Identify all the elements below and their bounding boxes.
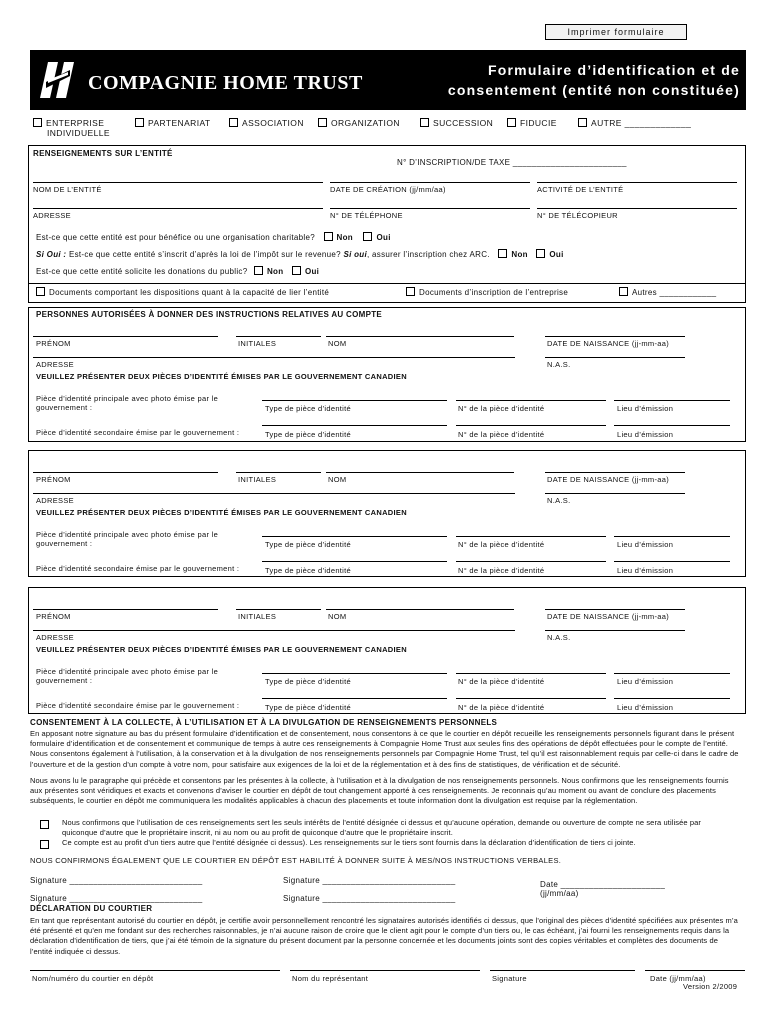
- id-instructions: VEUILLEZ PRÉSENTER DEUX PIÈCES D’IDENTITÉ ÉMISES PAR LE GOUVERNEMENT CANADIEN: [36, 372, 407, 381]
- person-address-line[interactable]: [33, 357, 515, 358]
- dob-line[interactable]: [545, 472, 685, 473]
- checkbox[interactable]: [507, 118, 516, 127]
- primary-id-label: Pièce d’identité principale avec photo émise par le gouvernement :: [36, 394, 219, 412]
- checkbox[interactable]: [619, 287, 628, 296]
- entity-section: [28, 145, 746, 303]
- signature-field-2[interactable]: Signature ____________________________: [283, 876, 456, 885]
- address-label: ADRESSE: [33, 211, 71, 220]
- address-line[interactable]: [33, 208, 323, 209]
- initials-line[interactable]: [236, 609, 321, 610]
- dob-label: DATE DE NAISSANCE (jj-mm-aa): [547, 612, 670, 621]
- sin-label: N.A.S.: [547, 633, 571, 642]
- question-charity: Est-ce que cette entité est pour bénéfice ou une organisation charitable? Non Oui: [36, 233, 391, 242]
- header-banner: [30, 50, 746, 110]
- print-form-button[interactable]: Imprimer formulaire: [545, 24, 687, 40]
- entity-section-title: RENSEIGNEMENTS SUR L’ENTITÉ: [33, 149, 173, 158]
- creation-date-line[interactable]: [330, 182, 530, 183]
- person-address-line[interactable]: [33, 630, 515, 631]
- checkbox-tax-non[interactable]: [498, 249, 507, 258]
- fax-line[interactable]: [537, 208, 737, 209]
- consent-paragraph-1: En apposant notre signature au bas du présent formulaire d’identification et de consentement, nous consentons à ce que le courtier en dépôt recueille les renseignements personnels figurant dans le présent formulaire d’identification et de consentement et communique de temps à autre ces renseignements à Compagnie Home Trust aux seules fins des opérations de dépôt effectuées pour le compte de l’entité. Nous consentons également à l’utilisation, à la conservation et à la divulgation de nos renseignements personnels par Compagnie Home Trust, tel qu’il est raisonnablement requis par celle-ci dans le cadre de l’ouverture et de la gestion d’un compte à votre nom, pour satisfaire aux exigences de la loi et de la réglementation et à des fins de statistiques, de vérification et de sécurité.: [30, 729, 739, 769]
- secondary-id-place-label: Lieu d’émission: [617, 566, 674, 575]
- first-name-line[interactable]: [33, 336, 218, 337]
- question-tax-registered: Si Oui : Est-ce que cette entité s’inscrit d’après la loi de l’impôt sur le revenue? Si oui, assurer l’inscription chez ARC. Non Oui: [36, 250, 564, 259]
- secondary-id-number-line[interactable]: [456, 425, 606, 426]
- secondary-id-type-line[interactable]: [262, 698, 447, 699]
- primary-id-place-line[interactable]: [614, 536, 730, 537]
- tax-number-field[interactable]: N° D’INSCRIPTION/DE TAXE ________________________: [397, 158, 627, 167]
- representative-line[interactable]: [290, 970, 480, 971]
- person-address-label: ADRESSE: [36, 633, 74, 642]
- entity-type-autre[interactable]: AUTRE _____________: [578, 118, 691, 128]
- person-address-line[interactable]: [33, 493, 515, 494]
- consent-paragraph-2: Nous avons lu le paragraphe qui précède et consentons par les présentes à la collecte, à l’utilisation et à la divulgation de nos renseignements personnels. Nous confirmons que les renseignements fournis aux présentes sont véridiques et exacts et convenons d’aviser le courtier en dépôt de tout changement apporté à ces renseignements. Je reconnais qu’au moment ou avant de conclure des placements subséquents, le courtier en dépôt me communiquera les modalités applicables à chacun des placements et toute information dont la divulgation est requise par la réglementation.: [30, 776, 729, 806]
- persons-section-title: PERSONNES AUTORISÉES À DONNER DES INSTRUCTIONS RELATIVES AU COMPTE: [36, 310, 383, 319]
- secondary-id-type-label: Type de pièce d’identité: [265, 430, 352, 439]
- dob-label: DATE DE NAISSANCE (jj-mm-aa): [547, 475, 670, 484]
- entity-type-partenariat[interactable]: PARTENARIAT: [135, 118, 211, 128]
- primary-id-label: Pièce d’identité principale avec photo émise par le gouvernement :: [36, 530, 219, 548]
- last-name-line[interactable]: [326, 472, 514, 473]
- primary-id-type-line[interactable]: [262, 536, 447, 537]
- doc-registration-option[interactable]: Documents d’inscription de l’entreprise: [406, 287, 568, 297]
- entity-type-enterprise-line2: INDIVIDUELLE: [47, 128, 110, 138]
- first-name-line[interactable]: [33, 609, 218, 610]
- person-address-label: ADRESSE: [36, 496, 74, 505]
- last-name-label: NOM: [328, 612, 347, 621]
- primary-id-type-line[interactable]: [262, 400, 447, 401]
- company-name: COMPAGNIE HOME TRUST: [88, 72, 363, 94]
- broker-signature-line[interactable]: [490, 970, 635, 971]
- secondary-id-type-line[interactable]: [262, 425, 447, 426]
- secondary-id-type-line[interactable]: [262, 561, 447, 562]
- primary-id-place-label: Lieu d’émission: [617, 540, 674, 549]
- secondary-id-number-line[interactable]: [456, 561, 606, 562]
- primary-id-number-label: N° de la pièce d’identité: [458, 404, 545, 413]
- secondary-id-label: Pièce d’identité secondaire émise par le gouvernement :: [36, 701, 240, 710]
- primary-id-label: Pièce d’identité principale avec photo émise par le gouvernement :: [36, 667, 219, 685]
- secondary-id-place-line[interactable]: [614, 425, 730, 426]
- checkbox-charity-non[interactable]: [324, 232, 333, 241]
- secondary-id-place-line[interactable]: [614, 698, 730, 699]
- entity-type-enterprise[interactable]: ENTERPRISE: [33, 118, 104, 128]
- checkbox[interactable]: [135, 118, 144, 127]
- secondary-id-place-label: Lieu d’émission: [617, 703, 674, 712]
- secondary-id-label: Pièce d’identité secondaire émise par le gouvernement :: [36, 564, 240, 573]
- first-name-label: PRÉNOM: [36, 475, 71, 484]
- signature-field-3[interactable]: Signature ____________________________: [30, 894, 203, 903]
- primary-id-type-label: Type de pièce d’identité: [265, 540, 352, 549]
- secondary-id-place-label: Lieu d’émission: [617, 430, 674, 439]
- checkbox-consent-third-party[interactable]: [40, 840, 49, 849]
- dob-line[interactable]: [545, 336, 685, 337]
- primary-id-number-label: N° de la pièce d’identité: [458, 540, 545, 549]
- phone-line[interactable]: [330, 208, 530, 209]
- dob-label: DATE DE NAISSANCE (jj-mm-aa): [547, 339, 670, 348]
- checkbox[interactable]: [36, 287, 45, 296]
- secondary-id-number-label: N° de la pièce d’identité: [458, 703, 545, 712]
- secondary-id-number-line[interactable]: [456, 698, 606, 699]
- first-name-line[interactable]: [33, 472, 218, 473]
- initials-line[interactable]: [236, 336, 321, 337]
- sin-label: N.A.S.: [547, 496, 571, 505]
- signature-date-field[interactable]: Date ______________________: [540, 880, 666, 889]
- secondary-id-place-line[interactable]: [614, 561, 730, 562]
- activity-line[interactable]: [537, 182, 737, 183]
- initials-label: INITIALES: [238, 339, 277, 348]
- fax-label: N° DE TÉLÉCOPIEUR: [537, 211, 618, 220]
- checkbox-tax-oui[interactable]: [536, 249, 545, 258]
- id-instructions: VEUILLEZ PRÉSENTER DEUX PIÈCES D’IDENTITÉ ÉMISES PAR LE GOUVERNEMENT CANADIEN: [36, 508, 407, 517]
- last-name-label: NOM: [328, 475, 347, 484]
- primary-id-place-label: Lieu d’émission: [617, 677, 674, 686]
- doc-other-option[interactable]: Autres ____________: [619, 287, 716, 297]
- signature-field-1[interactable]: Signature ____________________________: [30, 876, 203, 885]
- primary-id-number-line[interactable]: [456, 400, 606, 401]
- secondary-id-type-label: Type de pièce d’identité: [265, 703, 352, 712]
- entity-type-succession[interactable]: SUCCESSION: [420, 118, 493, 128]
- secondary-id-label: Pièce d’identité secondaire émise par le gouvernement :: [36, 428, 240, 437]
- dob-line[interactable]: [545, 609, 685, 610]
- broker-name-line[interactable]: [30, 970, 280, 971]
- checkbox[interactable]: [578, 118, 587, 127]
- checkbox[interactable]: [229, 118, 238, 127]
- checkbox[interactable]: [33, 118, 42, 127]
- first-name-label: PRÉNOM: [36, 339, 71, 348]
- broker-name-label: Nom/numéro du courtier en dépôt: [32, 974, 154, 983]
- primary-id-place-label: Lieu d’émission: [617, 404, 674, 413]
- primary-id-number-label: N° de la pièce d’identité: [458, 677, 545, 686]
- primary-id-type-line[interactable]: [262, 673, 447, 674]
- checkbox[interactable]: [318, 118, 327, 127]
- verbal-instructions-confirmation: NOUS CONFIRMONS ÉGALEMENT QUE LE COURTIER EN DÉPÔT EST HABILITÉ À DONNER SUITE À MES/NOS INSTRUCTIONS VERBALES.: [30, 856, 562, 865]
- checkbox-donations-non[interactable]: [254, 266, 263, 275]
- consent-option-1: Nous confirmons que l’utilisation de ces renseignements sert les seuls intérêts de l’entité désignée ci dessus et qu’aucune opération, demande ou ouverture de compte ne sera utilisée par quiconque d’autre que le propriétaire inscrit, ni au nom ou au profit de quiconque d’autre que le propriétaire inscrit.: [62, 818, 701, 838]
- question-donations: Est-ce que cette entité solicite les donations du public? Non Oui: [36, 267, 320, 276]
- primary-id-place-line[interactable]: [614, 673, 730, 674]
- broker-declaration-text: En tant que représentant autorisé du courtier en dépôt, je certifie avoir personnellement rencontré les signataires autorisés identifiés ci dessus, que l’original des pièces d’identité spécifiées aux présentes m’a été présenté et qu’en me fondant sur des recherches raisonnables, je n’ai aucune raison de croire que le client agit pour le compte d’un tiers ou, le cas échéant, j’ai fourni les renseignements requis dans la déclaration d’identification de tiers, que j’ai été témoin de la signature du présent document par la personne concernée et les documents joints sont des copies véritables et complètes des documents de l’entité indiquée ci dessus.: [30, 916, 738, 956]
- consent-title: CONSENTEMENT À LA COLLECTE, À L’UTILISATION ET À LA DIVULGATION DE RENSEIGNEMENTS PERSONNELS: [30, 718, 498, 727]
- sin-line[interactable]: [545, 493, 685, 494]
- entity-type-options: [33, 118, 753, 140]
- broker-signature-label: Signature: [492, 974, 527, 983]
- entity-name-label: NOM DE L’ENTITÉ: [33, 185, 102, 194]
- form-title: Formulaire d’identification et de consentement (entité non constituée): [447, 62, 740, 98]
- primary-id-number-line[interactable]: [456, 536, 606, 537]
- entity-type-association[interactable]: ASSOCIATION: [229, 118, 304, 128]
- broker-declaration-title: DÉCLARATION DU COURTIER: [30, 904, 153, 913]
- person-address-label: ADRESSE: [36, 360, 74, 369]
- home-trust-logo-icon: [40, 58, 80, 102]
- id-instructions: VEUILLEZ PRÉSENTER DEUX PIÈCES D’IDENTITÉ ÉMISES PAR LE GOUVERNEMENT CANADIEN: [36, 645, 407, 654]
- entity-name-line[interactable]: [33, 182, 323, 183]
- secondary-id-number-label: N° de la pièce d’identité: [458, 430, 545, 439]
- secondary-id-number-label: N° de la pièce d’identité: [458, 566, 545, 575]
- initials-line[interactable]: [236, 472, 321, 473]
- initials-label: INITIALES: [238, 612, 277, 621]
- signature-date-format: (jj/mm/aa): [540, 889, 579, 898]
- primary-id-place-line[interactable]: [614, 400, 730, 401]
- secondary-id-type-label: Type de pièce d’identité: [265, 566, 352, 575]
- checkbox-donations-oui[interactable]: [292, 266, 301, 275]
- primary-id-type-label: Type de pièce d’identité: [265, 677, 352, 686]
- checkbox[interactable]: [420, 118, 429, 127]
- broker-date-label: Date (jj/mm/aa): [650, 974, 706, 983]
- activity-label: ACTIVITÉ DE L’ENTITÉ: [537, 185, 624, 194]
- sin-label: N.A.S.: [547, 360, 571, 369]
- checkbox-charity-oui[interactable]: [363, 232, 372, 241]
- phone-label: N° DE TÉLÉPHONE: [330, 211, 403, 220]
- representative-label: Nom du représentant: [292, 974, 369, 983]
- form-version: Version 2/2009: [683, 982, 738, 991]
- consent-option-2: Ce compte est au profit d’un tiers autre que l’entité désignée ci dessus). Les renseignements sur le tiers sont fournis dans la déclaration d’identification de tiers ci jointe.: [62, 838, 636, 847]
- last-name-line[interactable]: [326, 609, 514, 610]
- checkbox-consent-own-interest[interactable]: [40, 820, 49, 829]
- checkbox[interactable]: [406, 287, 415, 296]
- last-name-line[interactable]: [326, 336, 514, 337]
- sin-line[interactable]: [545, 357, 685, 358]
- initials-label: INITIALES: [238, 475, 277, 484]
- first-name-label: PRÉNOM: [36, 612, 71, 621]
- sin-line[interactable]: [545, 630, 685, 631]
- primary-id-type-label: Type de pièce d’identité: [265, 404, 352, 413]
- creation-date-label: DATE DE CRÉATION (jj/mm/aa): [330, 185, 446, 194]
- entity-type-fiducie[interactable]: FIDUCIE: [507, 118, 557, 128]
- signature-field-4[interactable]: Signature ____________________________: [283, 894, 456, 903]
- doc-capacity-option[interactable]: Documents comportant les dispositions quant à la capacité de lier l’entité: [36, 287, 329, 297]
- primary-id-number-line[interactable]: [456, 673, 606, 674]
- broker-date-line[interactable]: [645, 970, 745, 971]
- last-name-label: NOM: [328, 339, 347, 348]
- entity-type-organization[interactable]: ORGANIZATION: [318, 118, 400, 128]
